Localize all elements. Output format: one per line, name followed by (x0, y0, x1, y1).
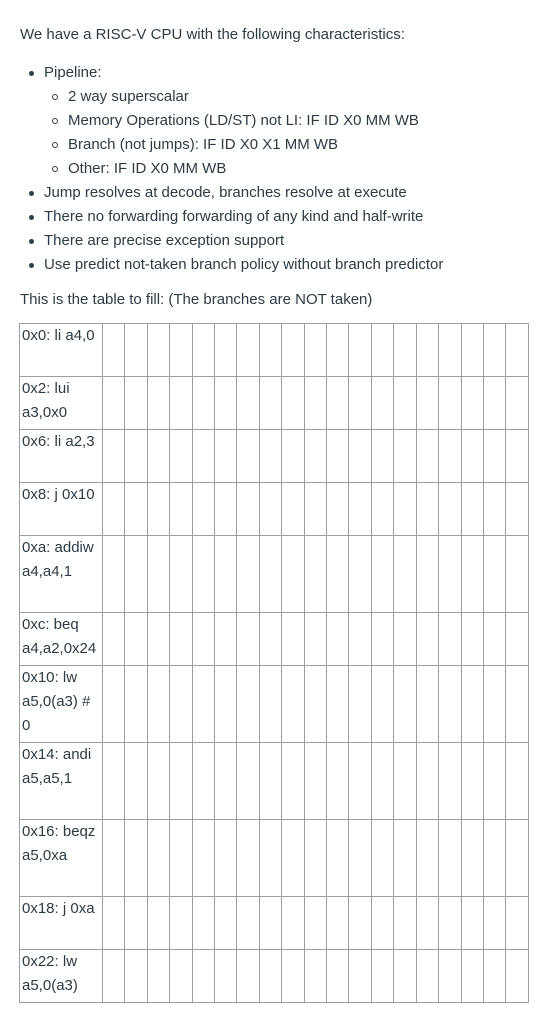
stage-cell[interactable] (371, 743, 393, 820)
stage-cell[interactable] (461, 536, 483, 613)
stage-cell[interactable] (394, 536, 416, 613)
stage-cell[interactable] (282, 483, 304, 536)
stage-cell[interactable] (461, 666, 483, 743)
stage-cell[interactable] (416, 666, 438, 743)
stage-cell[interactable] (282, 897, 304, 950)
instruction-cell: 0x0: li a4,0 (20, 324, 103, 377)
stage-cell[interactable] (394, 950, 416, 1003)
stage-cell[interactable] (327, 324, 349, 377)
stage-cell[interactable] (215, 536, 237, 613)
stage-cell[interactable] (304, 897, 326, 950)
stage-cell[interactable] (237, 743, 259, 820)
stage-cell[interactable] (394, 666, 416, 743)
stage-cell[interactable] (259, 536, 281, 613)
stage-cell[interactable] (215, 613, 237, 666)
instruction-cell: 0x18: j 0xa (20, 897, 103, 950)
stage-cell[interactable] (483, 950, 505, 1003)
stage-cell[interactable] (259, 324, 281, 377)
stage-cell[interactable] (506, 483, 529, 536)
table-row (20, 820, 529, 897)
stage-cell[interactable] (282, 536, 304, 613)
stage-cell[interactable] (125, 666, 147, 743)
stage-cell[interactable] (416, 483, 438, 536)
stage-cell[interactable] (259, 377, 281, 430)
stage-cell[interactable] (192, 536, 214, 613)
stage-cell[interactable] (103, 483, 125, 536)
stage-cell[interactable] (371, 483, 393, 536)
stage-cell[interactable] (259, 613, 281, 666)
stage-cell[interactable] (349, 613, 371, 666)
instruction-cell: 0x2: lui a3,0x0 (20, 377, 103, 430)
stage-cell[interactable] (304, 666, 326, 743)
stage-cell[interactable] (506, 897, 529, 950)
stage-cell[interactable] (237, 950, 259, 1003)
stage-cell[interactable] (103, 897, 125, 950)
list-item: There no forwarding forwarding of any kind and half-write (24, 205, 443, 229)
stage-cell[interactable] (483, 897, 505, 950)
stage-cell[interactable] (327, 483, 349, 536)
stage-cell[interactable] (125, 430, 147, 483)
stage-cell[interactable] (259, 820, 281, 897)
stage-cell[interactable] (483, 483, 505, 536)
stage-cell[interactable] (349, 950, 371, 1003)
stage-cell[interactable] (416, 820, 438, 897)
table-row (20, 897, 529, 950)
stage-cell[interactable] (349, 324, 371, 377)
stage-cell[interactable] (416, 613, 438, 666)
stage-cell[interactable] (147, 377, 169, 430)
stage-cell[interactable] (439, 820, 461, 897)
stage-cell[interactable] (237, 430, 259, 483)
table-row (20, 613, 529, 666)
stage-cell[interactable] (394, 430, 416, 483)
table-row (20, 666, 529, 743)
stage-cell[interactable] (125, 613, 147, 666)
stage-cell[interactable] (394, 324, 416, 377)
stage-cell[interactable] (192, 430, 214, 483)
stage-cell[interactable] (349, 820, 371, 897)
stage-cell[interactable] (394, 897, 416, 950)
stage-cell[interactable] (192, 613, 214, 666)
stage-cell[interactable] (259, 483, 281, 536)
stage-cell[interactable] (192, 820, 214, 897)
stage-cell[interactable] (416, 743, 438, 820)
instruction-cell: 0x6: li a2,3 (20, 430, 103, 483)
sublist-item: Other: IF ID X0 MM WB (44, 157, 443, 181)
stage-cell[interactable] (282, 950, 304, 1003)
stage-cell[interactable] (147, 483, 169, 536)
stage-cell[interactable] (394, 743, 416, 820)
stage-cell[interactable] (506, 324, 529, 377)
stage-cell[interactable] (394, 613, 416, 666)
stage-cell[interactable] (282, 430, 304, 483)
stage-cell[interactable] (215, 430, 237, 483)
stage-cell[interactable] (215, 743, 237, 820)
instruction-cell: 0x22: lw a5,0(a3) (20, 950, 103, 1003)
instruction-cell: 0x10: lw a5,0(a3) # 0 (20, 666, 103, 743)
instruction-cell: 0x16: beqz a5,0xa (20, 820, 103, 897)
stage-cell[interactable] (103, 820, 125, 897)
stage-cell[interactable] (304, 377, 326, 430)
stage-cell[interactable] (125, 536, 147, 613)
table-row (20, 430, 529, 483)
stage-cell[interactable] (103, 536, 125, 613)
stage-cell[interactable] (371, 377, 393, 430)
stage-cell[interactable] (304, 613, 326, 666)
stage-cell[interactable] (483, 820, 505, 897)
stage-cell[interactable] (506, 666, 529, 743)
stage-cell[interactable] (506, 430, 529, 483)
stage-cell[interactable] (170, 613, 192, 666)
table-row (20, 377, 529, 430)
stage-cell[interactable] (439, 613, 461, 666)
stage-cell[interactable] (461, 430, 483, 483)
stage-cell[interactable] (304, 950, 326, 1003)
stage-cell[interactable] (461, 613, 483, 666)
stage-cell[interactable] (192, 743, 214, 820)
stage-cell[interactable] (192, 483, 214, 536)
stage-cell[interactable] (327, 536, 349, 613)
characteristics-list (24, 61, 443, 277)
stage-cell[interactable] (215, 820, 237, 897)
stage-cell[interactable] (170, 743, 192, 820)
stage-cell[interactable] (170, 377, 192, 430)
stage-cell[interactable] (416, 430, 438, 483)
stage-cell[interactable] (416, 377, 438, 430)
stage-cell[interactable] (371, 820, 393, 897)
stage-cell[interactable] (147, 613, 169, 666)
stage-cell[interactable] (237, 666, 259, 743)
table-caption: This is the table to fill: (The branches are NOT taken) (20, 291, 373, 308)
stage-cell[interactable] (304, 483, 326, 536)
stage-cell[interactable] (192, 897, 214, 950)
stage-cell[interactable] (439, 324, 461, 377)
instruction-cell: 0xc: beq a4,a2,0x24 (20, 613, 103, 666)
stage-cell[interactable] (483, 666, 505, 743)
stage-cell[interactable] (506, 950, 529, 1003)
stage-cell[interactable] (103, 430, 125, 483)
sublist-item: 2 way superscalar (44, 85, 443, 109)
stage-cell[interactable] (170, 536, 192, 613)
stage-cell[interactable] (125, 820, 147, 897)
stage-cell[interactable] (371, 613, 393, 666)
stage-cell[interactable] (282, 666, 304, 743)
stage-cell[interactable] (327, 613, 349, 666)
stage-cell[interactable] (349, 897, 371, 950)
stage-cell[interactable] (215, 483, 237, 536)
stage-cell[interactable] (282, 743, 304, 820)
stage-cell[interactable] (147, 430, 169, 483)
stage-cell[interactable] (103, 666, 125, 743)
stage-cell[interactable] (147, 950, 169, 1003)
pipeline-label: Pipeline: (44, 64, 102, 81)
table-row (20, 743, 529, 820)
stage-cell[interactable] (461, 950, 483, 1003)
stage-cell[interactable] (215, 666, 237, 743)
stage-cell[interactable] (192, 324, 214, 377)
list-item: Jump resolves at decode, branches resolve at execute (24, 181, 443, 205)
stage-cell[interactable] (416, 324, 438, 377)
stage-cell[interactable] (125, 897, 147, 950)
stage-cell[interactable] (282, 377, 304, 430)
stage-cell[interactable] (483, 430, 505, 483)
sublist-item: Memory Operations (LD/ST) not LI: IF ID X0 MM WB (44, 109, 443, 133)
stage-cell[interactable] (483, 377, 505, 430)
stage-cell[interactable] (103, 324, 125, 377)
stage-cell[interactable] (147, 820, 169, 897)
stage-cell[interactable] (237, 536, 259, 613)
stage-cell[interactable] (170, 950, 192, 1003)
stage-cell[interactable] (304, 536, 326, 613)
stage-cell[interactable] (103, 950, 125, 1003)
stage-cell[interactable] (237, 897, 259, 950)
stage-cell[interactable] (304, 324, 326, 377)
stage-cell[interactable] (349, 483, 371, 536)
table-row (20, 483, 529, 536)
table-row (20, 324, 529, 377)
table-row (20, 950, 529, 1003)
stage-cell[interactable] (147, 743, 169, 820)
stage-cell[interactable] (147, 536, 169, 613)
stage-cell[interactable] (327, 950, 349, 1003)
stage-cell[interactable] (147, 324, 169, 377)
stage-cell[interactable] (259, 666, 281, 743)
stage-cell[interactable] (192, 950, 214, 1003)
stage-cell[interactable] (125, 743, 147, 820)
stage-cell[interactable] (304, 743, 326, 820)
stage-cell[interactable] (439, 536, 461, 613)
stage-cell[interactable] (394, 820, 416, 897)
stage-cell[interactable] (371, 324, 393, 377)
stage-cell[interactable] (237, 324, 259, 377)
pipeline-table (19, 323, 529, 1003)
stage-cell[interactable] (439, 483, 461, 536)
stage-cell[interactable] (282, 613, 304, 666)
stage-cell[interactable] (439, 377, 461, 430)
stage-cell[interactable] (506, 613, 529, 666)
instruction-cell: 0xa: addiw a4,a4,1 (20, 536, 103, 613)
stage-cell[interactable] (170, 820, 192, 897)
stage-cell[interactable] (439, 743, 461, 820)
stage-cell[interactable] (483, 613, 505, 666)
stage-cell[interactable] (215, 897, 237, 950)
stage-cell[interactable] (327, 743, 349, 820)
stage-cell[interactable] (237, 820, 259, 897)
stage-cell[interactable] (461, 377, 483, 430)
stage-cell[interactable] (506, 820, 529, 897)
stage-cell[interactable] (416, 950, 438, 1003)
stage-cell[interactable] (304, 820, 326, 897)
stage-cell[interactable] (147, 897, 169, 950)
intro-text: We have a RISC-V CPU with the following characteristics: (20, 26, 405, 43)
stage-cell[interactable] (170, 324, 192, 377)
stage-cell[interactable] (349, 666, 371, 743)
stage-cell[interactable] (170, 430, 192, 483)
stage-cell[interactable] (349, 430, 371, 483)
instruction-cell: 0x14: andi a5,a5,1 (20, 743, 103, 820)
stage-cell[interactable] (439, 950, 461, 1003)
stage-cell[interactable] (103, 743, 125, 820)
stage-cell[interactable] (371, 666, 393, 743)
stage-cell[interactable] (237, 377, 259, 430)
stage-cell[interactable] (170, 483, 192, 536)
stage-cell[interactable] (170, 897, 192, 950)
stage-cell[interactable] (192, 666, 214, 743)
stage-cell[interactable] (259, 743, 281, 820)
stage-cell[interactable] (416, 897, 438, 950)
stage-cell[interactable] (371, 430, 393, 483)
table-row (20, 536, 529, 613)
stage-cell[interactable] (125, 483, 147, 536)
stage-cell[interactable] (461, 897, 483, 950)
stage-cell[interactable] (259, 950, 281, 1003)
stage-cell[interactable] (237, 483, 259, 536)
stage-cell[interactable] (237, 613, 259, 666)
stage-cell[interactable] (282, 324, 304, 377)
stage-cell[interactable] (394, 483, 416, 536)
stage-cell[interactable] (506, 743, 529, 820)
list-item-pipeline (24, 61, 443, 181)
instruction-cell: 0x8: j 0x10 (20, 483, 103, 536)
list-item: There are precise exception support (24, 229, 443, 253)
stage-cell[interactable] (215, 950, 237, 1003)
stage-cell[interactable] (215, 377, 237, 430)
stage-cell[interactable] (349, 377, 371, 430)
stage-cell[interactable] (259, 430, 281, 483)
stage-cell[interactable] (327, 666, 349, 743)
stage-cell[interactable] (439, 897, 461, 950)
stage-cell[interactable] (349, 743, 371, 820)
stage-cell[interactable] (371, 897, 393, 950)
stage-cell[interactable] (304, 430, 326, 483)
stage-cell[interactable] (327, 820, 349, 897)
stage-cell[interactable] (483, 536, 505, 613)
stage-cell[interactable] (147, 666, 169, 743)
stage-cell[interactable] (461, 820, 483, 897)
stage-cell[interactable] (439, 430, 461, 483)
stage-cell[interactable] (103, 377, 125, 430)
stage-cell[interactable] (461, 743, 483, 820)
sublist-item: Branch (not jumps): IF ID X0 X1 MM WB (44, 133, 443, 157)
stage-cell[interactable] (506, 536, 529, 613)
stage-cell[interactable] (259, 897, 281, 950)
stage-cell[interactable] (371, 950, 393, 1003)
stage-cell[interactable] (215, 324, 237, 377)
stage-cell[interactable] (439, 666, 461, 743)
stage-cell[interactable] (461, 324, 483, 377)
stage-cell[interactable] (483, 743, 505, 820)
stage-cell[interactable] (327, 377, 349, 430)
stage-cell[interactable] (103, 613, 125, 666)
stage-cell[interactable] (192, 377, 214, 430)
stage-cell[interactable] (371, 536, 393, 613)
stage-cell[interactable] (416, 536, 438, 613)
stage-cell[interactable] (170, 666, 192, 743)
pipeline-sublist (44, 85, 443, 181)
stage-cell[interactable] (327, 430, 349, 483)
stage-cell[interactable] (506, 377, 529, 430)
stage-cell[interactable] (125, 377, 147, 430)
list-item: Use predict not-taken branch policy without branch predictor (24, 253, 443, 277)
stage-cell[interactable] (461, 483, 483, 536)
stage-cell[interactable] (483, 324, 505, 377)
stage-cell[interactable] (327, 897, 349, 950)
stage-cell[interactable] (125, 324, 147, 377)
stage-cell[interactable] (349, 536, 371, 613)
stage-cell[interactable] (282, 820, 304, 897)
stage-cell[interactable] (394, 377, 416, 430)
stage-cell[interactable] (125, 950, 147, 1003)
